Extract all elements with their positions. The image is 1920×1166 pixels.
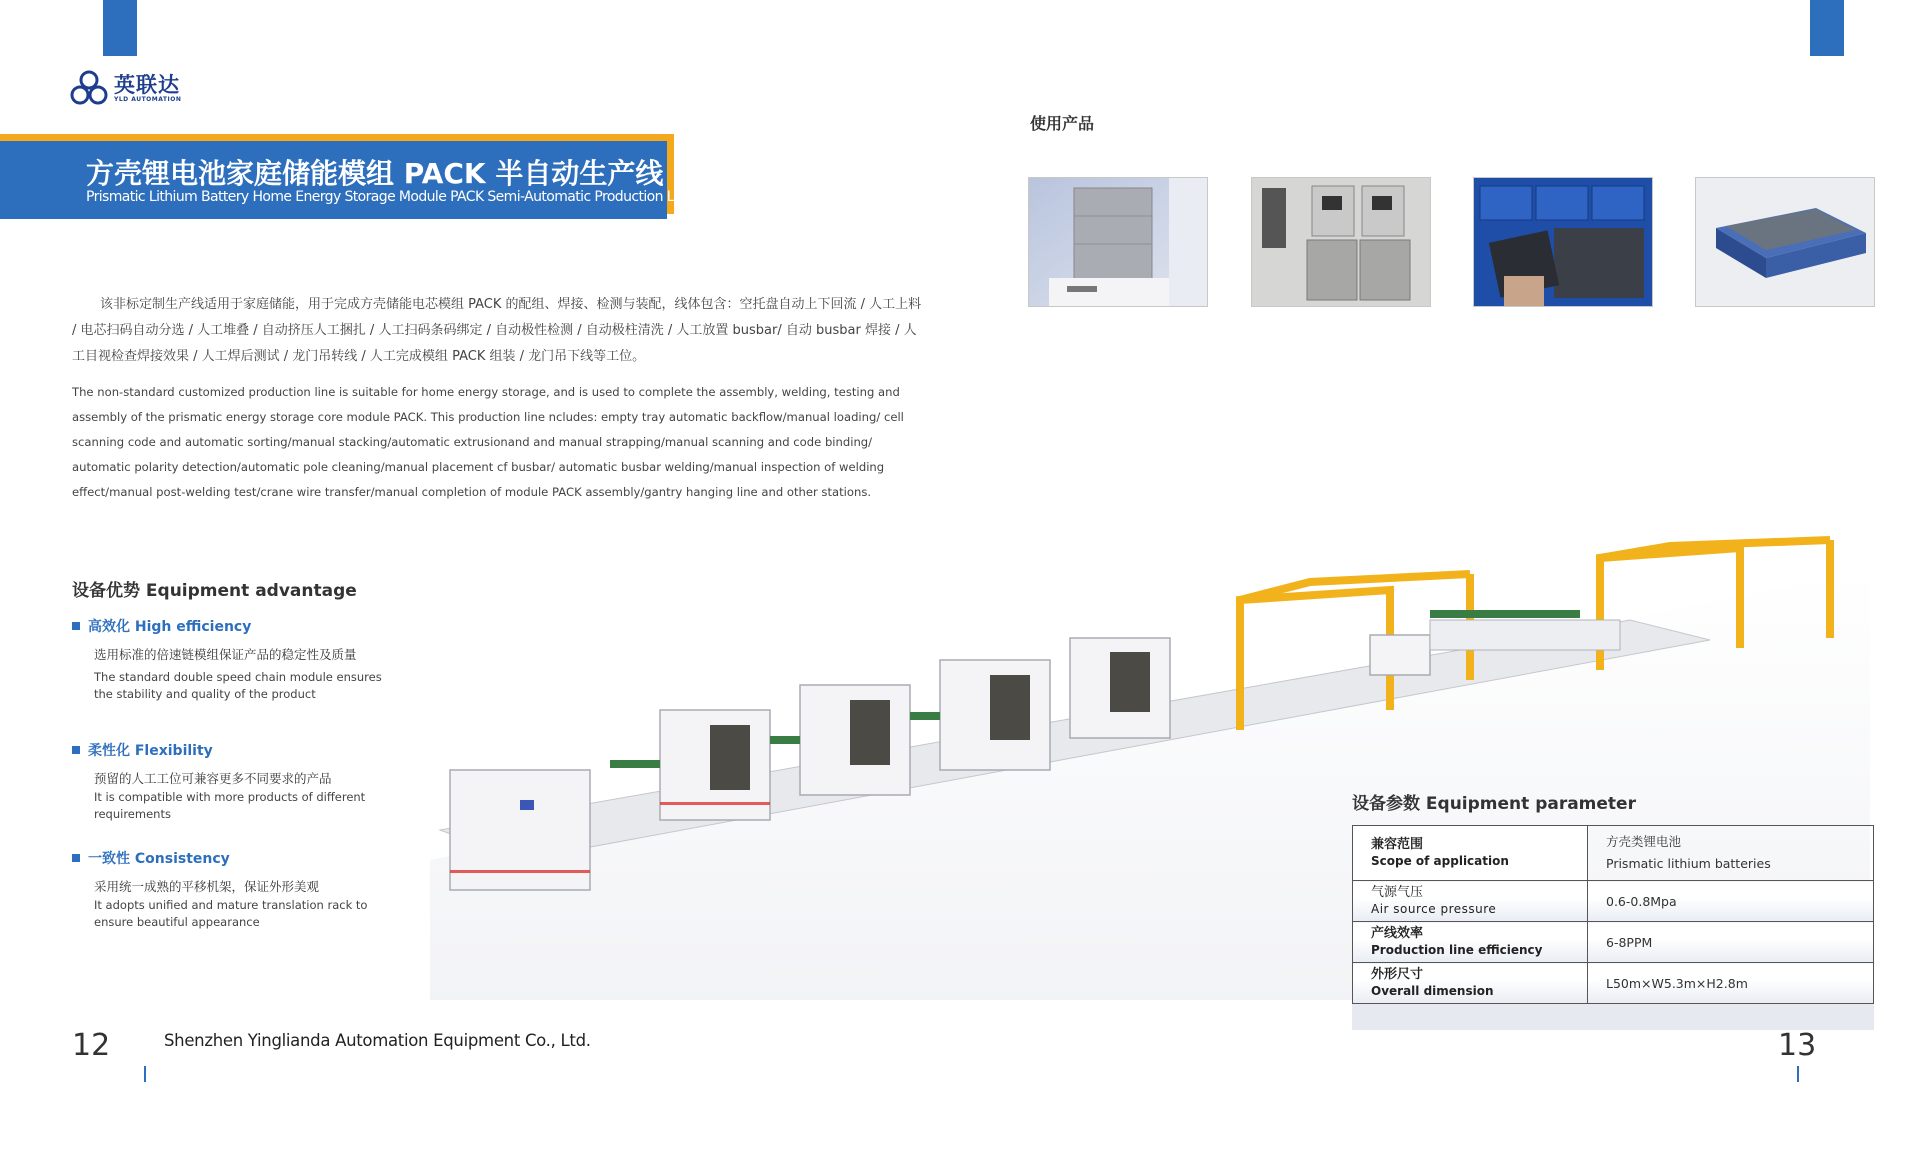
page-marker-left <box>144 1066 146 1082</box>
advantage-item-title: 高效化 High efficiency <box>88 619 252 635</box>
table-row <box>1353 881 1874 922</box>
param-value-cn: 方壳类锂电池 <box>1606 834 1682 849</box>
advantage-item-en: It adopts unified and mature translation rack to ensure beautiful appearance <box>94 898 368 929</box>
top-right-tab <box>1810 0 1844 56</box>
param-label-en: Scope of application <box>1371 854 1509 868</box>
param-label-cn: 外形尺寸 <box>1371 967 1424 982</box>
param-label-cn: 气源气压 <box>1371 885 1424 900</box>
logo-name-cn: 英联达 <box>114 72 180 97</box>
product-photo-module <box>1695 177 1875 307</box>
advantage-item-cn: 选用标准的倍速链模组保证产品的稳定性及质量 <box>94 647 357 662</box>
logo-mark-icon <box>70 70 108 106</box>
advantage-item-title: 一致性 Consistency <box>88 851 230 867</box>
page-title: 方壳锂电池家庭储能模组 PACK 半自动生产线 <box>86 157 664 190</box>
logo-name-en: YLD AUTOMATION <box>114 95 182 103</box>
param-value: 6-8PPM <box>1588 922 1874 963</box>
product-photo-cells-trays <box>1473 177 1653 307</box>
advantage-item-cn: 采用统一成熟的平移机架，保证外形美观 <box>94 879 320 894</box>
bullet-square-icon <box>72 622 80 630</box>
param-value: L50m×W5.3m×H2.8m <box>1588 963 1874 1004</box>
parameter-table <box>1352 825 1874 1004</box>
table-row <box>1353 826 1874 881</box>
param-label-en: Production line efficiency <box>1371 943 1543 957</box>
bullet-square-icon <box>72 854 80 862</box>
intro-paragraph-en: The non-standard customized production line is suitable for home energy storage, and is used to complete the assembly, welding, testing and assembly of the prismatic energy storage core module PACK. This production line ncludes: empty tray automatic backflow/manual loading/ cell scanning code and automatic sorting/manual stacking/automatic extrusionand and manual strapping/manual scanning and code binding/ automatic polarity detection/automatic pole cleaning/manual placement cf busbar/ automatic busbar welding/manual inspection of welding effect/manual post-welding test/crane wire transfer/manual completion of module PACK assembly/gantry hanging line and other stations. <box>72 385 904 499</box>
param-value: Prismatic lithium batteries <box>1606 856 1771 871</box>
table-cell-key <box>1353 922 1588 963</box>
advantage-item <box>72 848 372 931</box>
top-left-tab <box>103 0 137 56</box>
page-subtitle: Prismatic Lithium Battery Home Energy Storage Module PACK Semi-Automatic Production Line <box>86 189 694 205</box>
param-label-en: Air source pressure <box>1371 902 1497 916</box>
param-label-cn: 兼容范围 <box>1371 837 1424 852</box>
advantage-item <box>72 740 372 823</box>
table-row <box>1353 963 1874 1004</box>
param-value: 0.6-0.8Mpa <box>1588 881 1874 922</box>
param-label-cn: 产线效率 <box>1371 926 1424 941</box>
product-photo-cabinet <box>1028 177 1208 307</box>
advantage-item-en: It is compatible with more products of different requirements <box>94 790 366 821</box>
page-marker-right <box>1797 1066 1799 1082</box>
table-cell-key <box>1353 881 1588 922</box>
advantage-item-title: 柔性化 Flexibility <box>88 743 213 759</box>
param-label-en: Overall dimension <box>1371 984 1494 998</box>
table-cell-key <box>1353 963 1588 1004</box>
page-number-left: 12 <box>72 1028 111 1063</box>
products-heading: 使用产品 <box>1030 114 1095 133</box>
advantage-item <box>72 616 382 703</box>
table-cell-key <box>1353 826 1588 881</box>
product-photo-wall-units <box>1251 177 1431 307</box>
page-number-right: 13 <box>1778 1028 1817 1063</box>
intro-paragraph-cn: 该非标定制生产线适用于家庭储能，用于完成方壳储能电芯模组 PACK 的配组、焊接、检测与装配，线体包含：空托盘自动上下回流 / 人工上料 / 电芯扫码自动分选 / 人工堆叠 / 自动挤压人工捆扎 / 人工扫码条码绑定 / 自动极性检测 / 自动极柱清洗 / 人工放置 busbar/ 自动 busbar 焊接 / 人工目视检查焊接效果 / 人工焊后测试 / 龙门吊转线 / 人工完成模组 PACK 组装 / 龙门吊下线等工位。 <box>72 297 922 364</box>
company-name: Shenzhen Yinglianda Automation Equipment Co., Ltd. <box>164 1031 591 1050</box>
table-cell-value <box>1588 826 1874 881</box>
company-logo <box>70 70 181 106</box>
advantage-item-cn: 预留的人工工位可兼容更多不同要求的产品 <box>94 771 332 786</box>
table-footer-band <box>1352 1004 1874 1030</box>
table-row <box>1353 922 1874 963</box>
bullet-square-icon <box>72 746 80 754</box>
advantage-heading: 设备优势 Equipment advantage <box>72 581 357 601</box>
advantage-item-en: The standard double speed chain module ensures the stability and quality of the product <box>94 670 382 701</box>
parameter-heading: 设备参数 Equipment parameter <box>1352 794 1636 814</box>
